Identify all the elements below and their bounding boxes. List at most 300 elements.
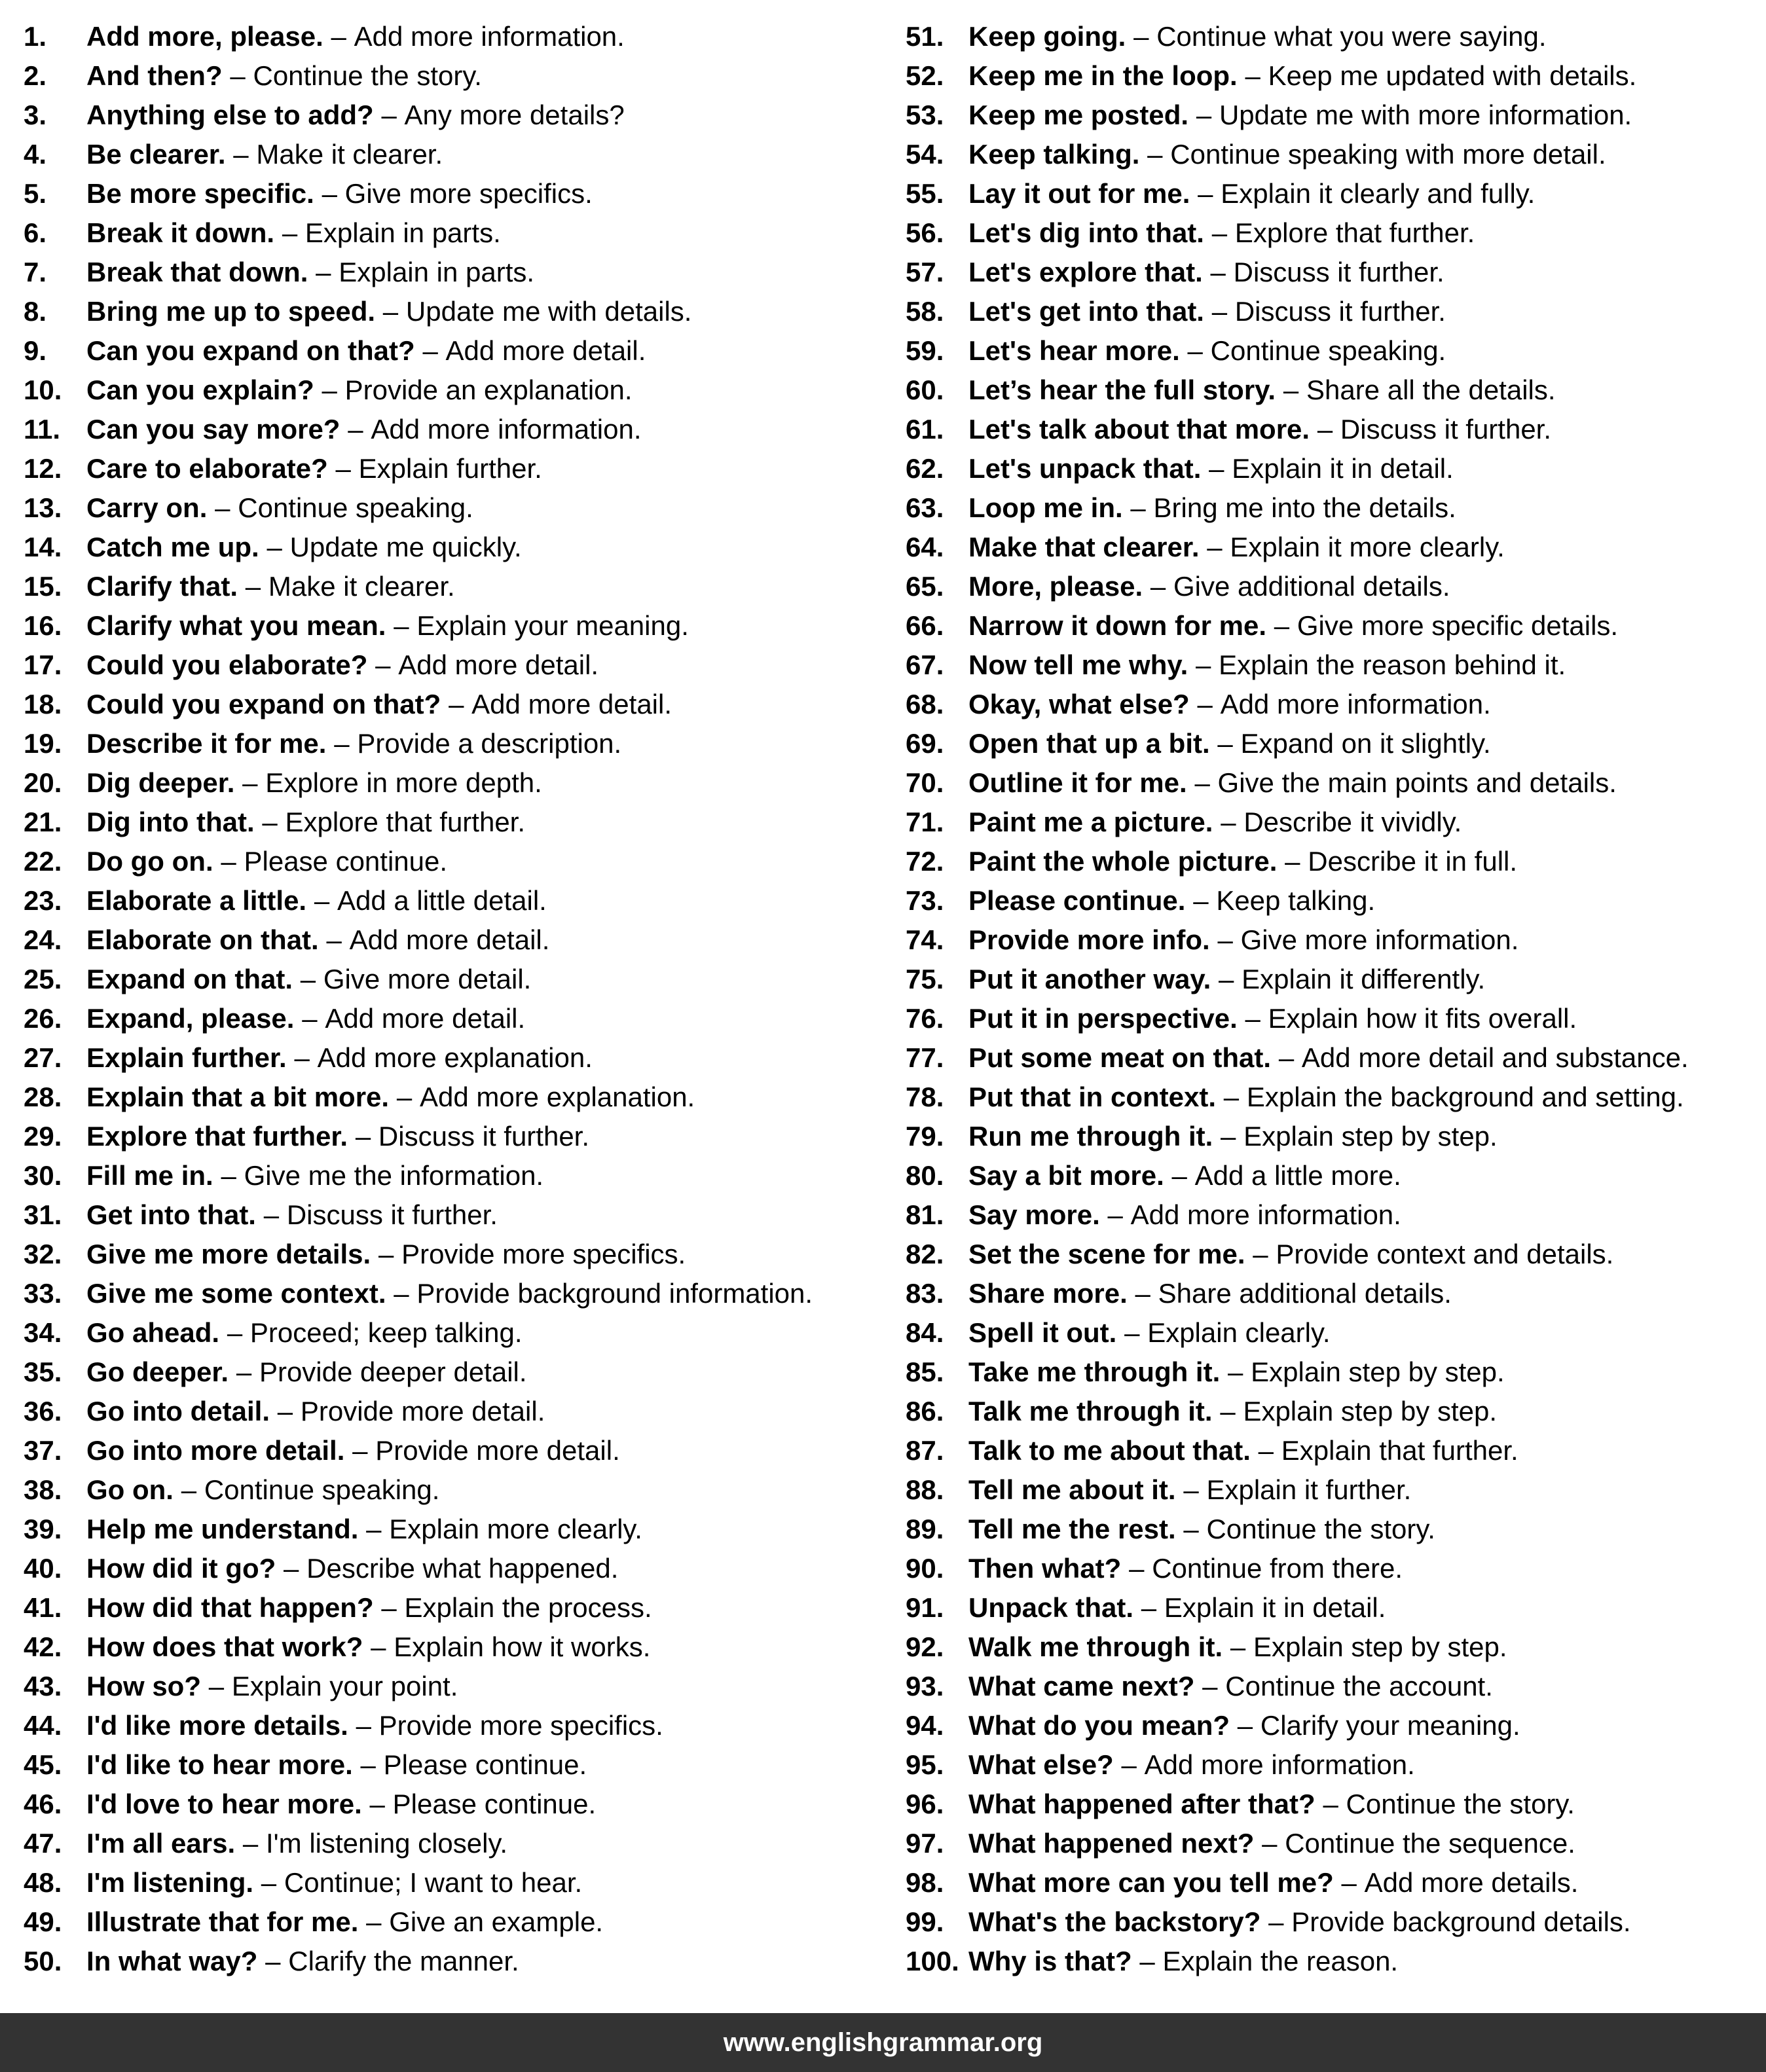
item-phrase: Care to elaborate? [86,453,328,484]
list-item [906,1627,1757,1667]
item-separator: – [1197,689,1213,719]
item-number: 5. [24,178,47,209]
item-separator: – [265,1946,281,1976]
item-number: 100. [906,1946,959,1976]
item-number: 40. [24,1553,62,1584]
item-meaning: Update me with details. [405,296,692,327]
item-phrase: Anything else to add? [86,100,374,130]
item-meaning: Provide context and details. [1276,1239,1614,1269]
item-number: 70. [906,767,944,798]
list-item [906,1863,1757,1902]
item-separator: – [1274,610,1290,641]
item-number: 3. [24,100,47,130]
item-number: 58. [906,296,944,327]
item-meaning: Explain in parts. [339,257,535,287]
item-number: 22. [24,846,62,877]
item-separator: – [1147,139,1163,170]
item-number: 62. [906,453,944,484]
item-separator: – [1202,1671,1218,1701]
item-separator: – [236,1356,252,1387]
item-phrase: Let's get into that. [968,296,1204,327]
list-item [906,292,1757,331]
item-phrase: Paint me a picture. [968,807,1213,837]
item-phrase: More, please. [968,571,1143,602]
item-number: 61. [906,414,944,445]
item-phrase: Dig deeper. [86,767,235,798]
item-meaning: Explore in more depth. [265,767,542,798]
item-phrase: Why is that? [968,1946,1132,1976]
list-item [24,56,875,96]
item-phrase: I'm all ears. [86,1828,236,1859]
item-separator: – [1245,1003,1260,1034]
item-separator: – [335,453,351,484]
item-number: 34. [24,1317,62,1348]
item-meaning: Describe it vividly. [1243,807,1462,837]
item-meaning: Continue the account. [1225,1671,1493,1701]
item-phrase: Share more. [968,1278,1128,1309]
item-number: 91. [906,1592,944,1623]
item-separator: – [1207,532,1223,562]
item-phrase: Walk me through it. [968,1631,1223,1662]
item-meaning: Explain how it works. [394,1631,651,1662]
list-item [906,685,1757,724]
item-meaning: Explain step by step. [1251,1356,1505,1387]
item-phrase: What more can you tell me? [968,1867,1334,1898]
item-meaning: Explain it in detail. [1164,1592,1386,1623]
item-separator: – [1210,257,1226,287]
item-number: 53. [906,100,944,130]
list-item [906,763,1757,803]
item-phrase: Can you say more? [86,414,340,445]
item-phrase: Talk to me about that. [968,1435,1251,1466]
item-separator: – [1129,1553,1145,1584]
footer-url: www.englishgrammar.org [723,2027,1043,2057]
item-number: 31. [24,1199,62,1230]
item-number: 94. [906,1710,944,1741]
item-meaning: Add more information. [371,414,642,445]
item-meaning: Describe it in full. [1308,846,1518,877]
item-meaning: Add a little detail. [337,885,547,916]
item-phrase: Make that clearer. [968,532,1200,562]
list-item [906,17,1757,56]
item-number: 24. [24,924,62,955]
item-separator: – [300,964,316,994]
item-separator: – [396,1081,413,1112]
list-item [906,528,1757,567]
item-meaning: Explain clearly. [1147,1317,1331,1348]
list-item [906,1274,1757,1313]
item-separator: – [1150,571,1166,602]
list-item [24,331,875,371]
item-number: 59. [906,335,944,366]
list-item [906,1549,1757,1588]
item-meaning: Give me the information. [244,1160,544,1191]
item-phrase: Break it down. [86,217,275,248]
list-item [906,1195,1757,1235]
item-number: 25. [24,964,62,994]
item-separator: – [1121,1749,1137,1780]
item-number: 13. [24,492,62,523]
item-separator: – [314,885,330,916]
item-phrase: Keep talking. [968,139,1140,170]
list-item [906,1470,1757,1510]
list-item [906,331,1757,371]
item-meaning: Explain your point. [231,1671,458,1701]
item-separator: – [378,1239,394,1269]
list-item [906,1156,1757,1195]
item-meaning: Add more information. [354,21,625,52]
item-meaning: Provide more detail. [375,1435,620,1466]
item-phrase: Then what? [968,1553,1122,1584]
item-phrase: Give me some context. [86,1278,386,1309]
item-number: 56. [906,217,944,248]
item-meaning: Continue speaking. [238,492,473,523]
item-separator: – [1217,728,1233,759]
item-number: 85. [906,1356,944,1387]
list-item [24,174,875,213]
item-number: 75. [906,964,944,994]
item-number: 50. [24,1946,62,1976]
item-number: 18. [24,689,62,719]
item-number: 32. [24,1239,62,1269]
item-meaning: Clarify the manner. [288,1946,519,1976]
list-item [906,1785,1757,1824]
item-number: 95. [906,1749,944,1780]
list-item [906,1235,1757,1274]
item-separator: – [382,296,399,327]
list-item [24,685,875,724]
item-meaning: Explain it further. [1206,1474,1412,1505]
item-separator: – [1323,1789,1338,1819]
list-item [24,920,875,960]
item-meaning: I'm listening closely. [265,1828,508,1859]
item-number: 7. [24,257,47,287]
item-separator: – [449,689,464,719]
item-meaning: Describe what happened. [306,1553,619,1584]
list-item [24,1902,875,1942]
list-item [24,803,875,842]
item-separator: – [355,1121,371,1152]
item-separator: – [1183,1514,1199,1544]
item-number: 90. [906,1553,944,1584]
item-separator: – [1196,649,1211,680]
item-phrase: Explain that a bit more. [86,1081,390,1112]
item-separator: – [1196,100,1212,130]
list-item [24,528,875,567]
item-meaning: Add more details. [1364,1867,1579,1898]
item-number: 9. [24,335,47,366]
item-separator: – [1283,374,1299,405]
item-number: 84. [906,1317,944,1348]
item-number: 39. [24,1514,62,1544]
item-number: 46. [24,1789,62,1819]
item-meaning: Discuss it further. [286,1199,498,1230]
list-item [906,96,1757,135]
item-separator: – [215,492,230,523]
item-number: 37. [24,1435,62,1466]
item-meaning: Continue the story. [1346,1789,1575,1819]
item-separator: – [1183,1474,1199,1505]
item-phrase: I'd love to hear more. [86,1789,362,1819]
item-separator: – [322,178,337,209]
list-item [906,1078,1757,1117]
item-separator: – [233,139,249,170]
list-item [24,96,875,135]
item-number: 28. [24,1081,62,1112]
item-meaning: Any more details? [404,100,625,130]
item-number: 30. [24,1160,62,1191]
item-separator: – [316,257,331,287]
item-number: 73. [906,885,944,916]
item-phrase: Can you explain? [86,374,314,405]
list-item [906,1942,1757,1981]
list-item [24,881,875,920]
item-phrase: What do you mean? [968,1710,1230,1741]
item-separator: – [1230,1631,1246,1662]
item-number: 78. [906,1081,944,1112]
item-meaning: Provide more specifics. [378,1710,663,1741]
item-number: 80. [906,1160,944,1191]
item-separator: – [1258,1435,1274,1466]
item-phrase: Say more. [968,1199,1100,1230]
item-phrase: Say a bit more. [968,1160,1164,1191]
list-item [24,1235,875,1274]
item-phrase: What happened after that? [968,1789,1315,1819]
item-phrase: What else? [968,1749,1114,1780]
item-separator: – [1253,1239,1268,1269]
item-meaning: Explain how it fits overall. [1268,1003,1577,1034]
item-meaning: Add more detail. [349,924,550,955]
item-separator: – [1139,1946,1155,1976]
item-separator: – [371,1631,386,1662]
item-meaning: Add more information. [1220,689,1491,719]
item-phrase: Add more, please. [86,21,323,52]
list-item [24,1510,875,1549]
list-item [24,1431,875,1470]
item-number: 36. [24,1396,62,1427]
item-phrase: How did it go? [86,1553,276,1584]
item-phrase: I'd like more details. [86,1710,348,1741]
item-number: 74. [906,924,944,955]
item-number: 76. [906,1003,944,1034]
item-number: 63. [906,492,944,523]
item-number: 55. [906,178,944,209]
list-item [906,174,1757,213]
item-separator: – [348,414,363,445]
item-phrase: Elaborate on that. [86,924,319,955]
item-number: 33. [24,1278,62,1309]
list-item [906,920,1757,960]
item-meaning: Keep me updated with details. [1268,60,1637,91]
item-phrase: Take me through it. [968,1356,1221,1387]
item-phrase: Unpack that. [968,1592,1134,1623]
item-meaning: Provide background information. [416,1278,813,1309]
item-phrase: Let’s hear the full story. [968,374,1276,405]
item-separator: – [294,1042,310,1073]
item-separator: – [263,1199,280,1230]
item-phrase: Tell me about it. [968,1474,1176,1505]
list-item [24,1038,875,1078]
item-separator: – [1107,1199,1123,1230]
item-phrase: Spell it out. [968,1317,1117,1348]
list-item [24,606,875,645]
item-number: 83. [906,1278,944,1309]
item-separator: – [1211,296,1228,327]
item-meaning: Give an example. [389,1906,604,1937]
item-meaning: Provide deeper detail. [259,1356,527,1387]
item-phrase: Lay it out for me. [968,178,1190,209]
item-separator: – [267,532,282,562]
item-number: 99. [906,1906,944,1937]
item-phrase: Dig into that. [86,807,255,837]
item-meaning: Explain it differently. [1242,964,1486,994]
item-number: 35. [24,1356,62,1387]
list-item [906,999,1757,1038]
item-meaning: Continue from there. [1152,1553,1403,1584]
list-item [24,567,875,606]
item-meaning: Explain the process. [404,1592,652,1623]
item-meaning: Give additional details. [1173,571,1450,602]
item-separator: – [1223,1081,1240,1112]
list-item [906,1392,1757,1431]
item-phrase: Describe it for me. [86,728,327,759]
item-meaning: Bring me into the details. [1153,492,1456,523]
item-meaning: Explain the reason behind it. [1219,649,1566,680]
item-meaning: Continue the sequence. [1285,1828,1575,1859]
item-number: 1. [24,21,47,52]
item-meaning: Add more detail. [471,689,672,719]
item-phrase: Elaborate a little. [86,885,307,916]
item-meaning: Add more explanation. [317,1042,593,1073]
item-phrase: Explore that further. [86,1121,348,1152]
list-item [24,410,875,449]
item-meaning: Explain step by step. [1243,1396,1497,1427]
item-number: 38. [24,1474,62,1505]
item-separator: – [1268,1906,1284,1937]
item-meaning: Explain in parts. [304,217,501,248]
item-separator: – [366,1514,382,1544]
item-phrase: Let's talk about that more. [968,414,1310,445]
item-phrase: Keep me posted. [968,100,1189,130]
item-separator: – [1130,492,1146,523]
item-meaning: Please continue. [383,1749,587,1780]
item-separator: – [181,1474,197,1505]
item-phrase: Paint the whole picture. [968,846,1278,877]
item-phrase: Expand, please. [86,1003,295,1034]
item-phrase: Go deeper. [86,1356,229,1387]
list-item [906,1745,1757,1785]
item-number: 98. [906,1867,944,1898]
item-meaning: Add more explanation. [419,1081,695,1112]
item-separator: – [1209,453,1224,484]
item-separator: – [245,571,261,602]
list-item [24,1942,875,1981]
item-phrase: Clarify what you mean. [86,610,386,641]
item-phrase: Bring me up to speed. [86,296,376,327]
item-number: 12. [24,453,62,484]
item-meaning: Make it clearer. [268,571,455,602]
item-separator: – [366,1906,382,1937]
item-phrase: I'd like to hear more. [86,1749,353,1780]
item-separator: – [352,1435,368,1466]
item-meaning: Continue speaking. [1210,335,1446,366]
item-meaning: Explore that further. [1234,217,1475,248]
item-number: 89. [906,1514,944,1544]
item-meaning: Discuss it further. [1340,414,1552,445]
list-item [24,1785,875,1824]
footer-bar [0,2013,1766,2072]
item-phrase: Break that down. [86,257,308,287]
item-separator: – [394,610,409,641]
list-item [24,135,875,174]
item-meaning: Please continue. [392,1789,597,1819]
item-number: 16. [24,610,62,641]
item-number: 69. [906,728,944,759]
list-item [906,1706,1757,1745]
list-item [24,371,875,410]
item-phrase: Let's hear more. [968,335,1180,366]
item-separator: – [1187,335,1203,366]
item-separator: – [227,1317,243,1348]
list-item [906,1431,1757,1470]
list-item [24,488,875,528]
item-number: 26. [24,1003,62,1034]
list-item [24,999,875,1038]
item-phrase: Get into that. [86,1199,256,1230]
item-phrase: Put it in perspective. [968,1003,1238,1034]
list-item [24,1078,875,1117]
item-phrase: Provide more info. [968,924,1210,955]
item-separator: – [1219,964,1234,994]
list-item [24,1195,875,1235]
item-separator: – [334,728,350,759]
item-separator: – [1135,1278,1150,1309]
item-phrase: Loop me in. [968,492,1123,523]
item-meaning: Update me quickly. [289,532,522,562]
list-item [906,1588,1757,1627]
item-meaning: Update me with more information. [1219,100,1632,130]
item-meaning: Continue speaking with more detail. [1170,139,1606,170]
item-separator: – [356,1710,371,1741]
item-number: 87. [906,1435,944,1466]
item-number: 41. [24,1592,62,1623]
item-separator: – [242,767,258,798]
item-meaning: Proceed; keep talking. [249,1317,523,1348]
item-meaning: Explain more clearly. [389,1514,642,1544]
list-item [906,803,1757,842]
item-meaning: Share all the details. [1306,374,1556,405]
item-separator: – [262,807,278,837]
item-phrase: Keep going. [968,21,1126,52]
item-meaning: Explain step by step. [1253,1631,1507,1662]
item-separator: – [284,1553,299,1584]
item-separator: – [326,924,342,955]
item-meaning: Provide more detail. [300,1396,545,1427]
list-item [24,1549,875,1588]
item-separator: – [360,1749,376,1780]
item-phrase: What came next? [968,1671,1195,1701]
list-item [24,17,875,56]
list-item [906,1038,1757,1078]
list-item [24,449,875,488]
item-phrase: Catch me up. [86,532,259,562]
list-item [906,1353,1757,1392]
item-number: 57. [906,257,944,287]
item-meaning: Explain that further. [1281,1435,1518,1466]
item-phrase: And then? [86,60,223,91]
list-item [24,292,875,331]
item-phrase: Give me more details. [86,1239,371,1269]
